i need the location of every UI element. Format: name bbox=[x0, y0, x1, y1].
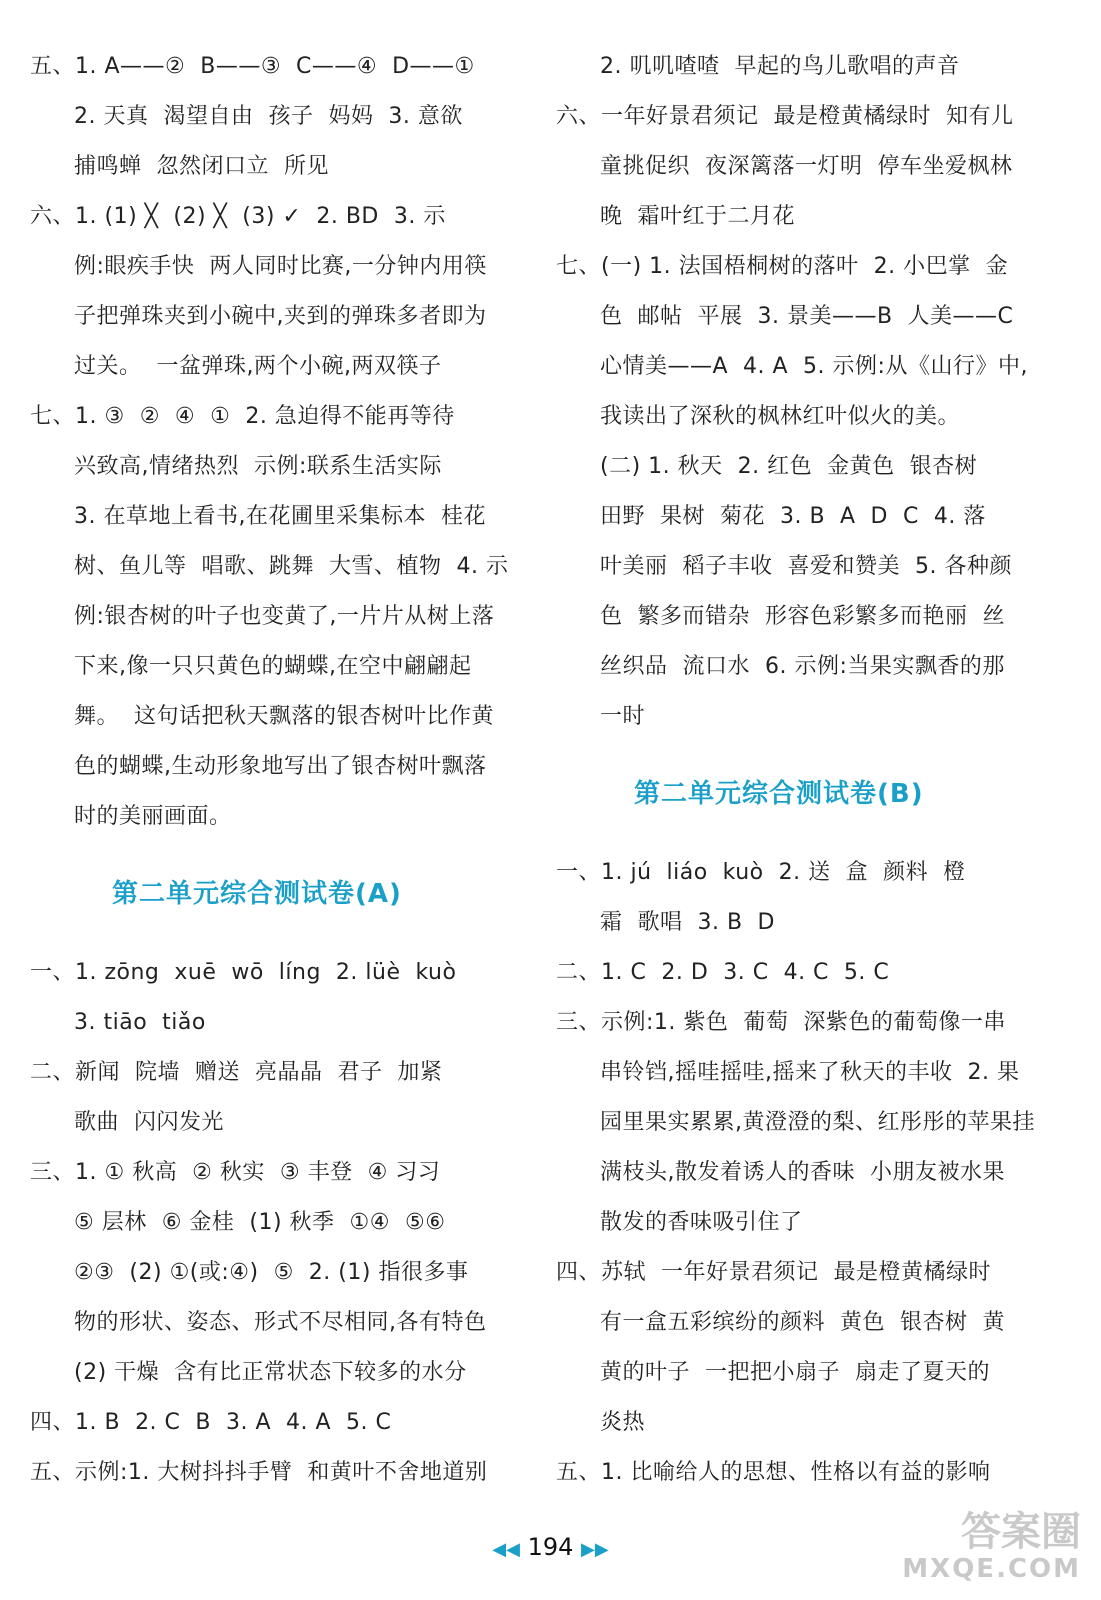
section-heading-b: 第二单元综合测试卷(B) bbox=[634, 779, 924, 809]
answer-line: 捕鸣蝉 忽然闭口立 所见 bbox=[74, 154, 329, 179]
answer-line: 霜 歌唱 3. B D bbox=[600, 910, 775, 935]
answer-line: 叶美丽 稻子丰收 喜爱和赞美 5. 各种颜 bbox=[600, 554, 1012, 579]
watermark-title: 答案圈 bbox=[961, 1509, 1081, 1555]
answer-line: 色 邮帖 平展 3. 景美——B 人美——C bbox=[600, 304, 1014, 329]
right-column bbox=[556, 42, 1076, 1498]
answer-line: 童挑促织 夜深篱落一灯明 停车坐爱枫林 bbox=[600, 154, 1013, 179]
watermark-url: MXQE.COM bbox=[902, 1554, 1081, 1584]
answer-line: 三、1. ① 秋高 ② 秋实 ③ 丰登 ④ 习习 bbox=[30, 1160, 441, 1185]
answer-line: 色 繁多而错杂 形容色彩繁多而艳丽 丝 bbox=[600, 604, 1005, 629]
answer-line: 六、1. (1) ╳ (2) ╳ (3) ✓ 2. BD 3. 示 bbox=[30, 204, 446, 229]
answer-line: 2. 叽叽喳喳 早起的鸟儿歌唱的声音 bbox=[600, 54, 960, 79]
answer-line: 散发的香味吸引住了 bbox=[600, 1210, 803, 1235]
right-answers-top bbox=[556, 42, 1076, 742]
left-answers-bottom bbox=[30, 948, 550, 1498]
answer-line: 树、鱼儿等 唱歌、跳舞 大雪、植物 4. 示 bbox=[74, 554, 509, 579]
answer-line: 一时 bbox=[600, 704, 646, 729]
answer-line: 七、(一) 1. 法国梧桐树的落叶 2. 小巴掌 金 bbox=[556, 254, 1009, 279]
answer-line: 三、示例:1. 紫色 葡萄 深紫色的葡萄像一串 bbox=[556, 1010, 1006, 1035]
answer-line: 晚 霜叶红于二月花 bbox=[600, 204, 795, 229]
answer-line: 一、1. zōng xuē wō líng 2. lüè kuò bbox=[30, 960, 457, 985]
answer-line: 五、1. A——② B——③ C——④ D——① bbox=[30, 54, 475, 79]
prev-page-icon[interactable]: ◀◀ bbox=[492, 1539, 520, 1560]
answer-line: 满枝头,散发着诱人的香味 小朋友被水果 bbox=[600, 1160, 1005, 1185]
answer-line: 例:眼疾手快 两人同时比赛,一分钟内用筷 bbox=[74, 254, 487, 279]
answer-line: 兴致高,情绪热烈 示例:联系生活实际 bbox=[74, 454, 442, 479]
left-answers-top bbox=[30, 42, 550, 842]
answer-line: 串铃铛,摇哇摇哇,摇来了秋天的丰收 2. 果 bbox=[600, 1060, 1020, 1085]
answer-line: (二) 1. 秋天 2. 红色 金黄色 银杏树 bbox=[600, 454, 978, 479]
answer-line: 四、1. B 2. C B 3. A 4. A 5. C bbox=[30, 1410, 392, 1435]
watermark-logo bbox=[881, 1510, 1081, 1594]
answer-line: 四、苏轼 一年好景君须记 最是橙黄橘绿时 bbox=[556, 1260, 991, 1285]
answer-line: 炎热 bbox=[600, 1410, 646, 1435]
answer-line: ②③ (2) ①(或:④) ⑤ 2. (1) 指很多事 bbox=[74, 1260, 469, 1285]
answer-line: 二、新闻 院墙 赠送 亮晶晶 君子 加紧 bbox=[30, 1060, 443, 1085]
page-number: 194 bbox=[527, 1533, 574, 1561]
answer-line: 过关。 一盆弹珠,两个小碗,两双筷子 bbox=[74, 354, 442, 379]
answer-line: 有一盒五彩缤纷的颜料 黄色 银杏树 黄 bbox=[600, 1310, 1005, 1335]
answer-line: (2) 干燥 含有比正常状态下较多的水分 bbox=[74, 1360, 467, 1385]
left-column bbox=[30, 42, 550, 1498]
answer-line: 黄的叶子 一把把小扇子 扇走了夏天的 bbox=[600, 1360, 990, 1385]
answer-line: 六、一年好景君须记 最是橙黄橘绿时 知有儿 bbox=[556, 104, 1014, 129]
answer-line: 心情美——A 4. A 5. 示例:从《山行》中, bbox=[600, 354, 1028, 379]
answer-line: 例:银杏树的叶子也变黄了,一片片从树上落 bbox=[74, 604, 495, 629]
answer-line: 我读出了深秋的枫林红叶似火的美。 bbox=[600, 404, 961, 429]
section-heading-a: 第二单元综合测试卷(A) bbox=[112, 879, 402, 909]
next-page-icon[interactable]: ▶▶ bbox=[581, 1539, 609, 1560]
answer-line: 二、1. C 2. D 3. C 4. C 5. C bbox=[556, 960, 890, 985]
answer-line: 子把弹珠夹到小碗中,夹到的弹珠多者即为 bbox=[74, 304, 487, 329]
answer-line: 时的美丽画面。 bbox=[74, 804, 232, 829]
answer-line: 色的蝴蝶,生动形象地写出了银杏树叶飘落 bbox=[74, 754, 487, 779]
answer-line: 一、1. jú liáo kuò 2. 送 盒 颜料 橙 bbox=[556, 860, 966, 885]
answer-line: 舞。 这句话把秋天飘落的银杏树叶比作黄 bbox=[74, 704, 494, 729]
answer-line: 五、1. 比喻给人的思想、性格以有益的影响 bbox=[556, 1460, 991, 1485]
answer-line: 3. tiāo tiǎo bbox=[74, 1010, 206, 1035]
answer-line: 3. 在草地上看书,在花圃里采集标本 桂花 bbox=[74, 504, 486, 529]
answer-line: 丝织品 流口水 6. 示例:当果实飘香的那 bbox=[600, 654, 1005, 679]
right-answers-bottom bbox=[556, 848, 1076, 1498]
answer-line: 物的形状、姿态、形式不尽相同,各有特色 bbox=[74, 1310, 487, 1335]
answer-line: 歌曲 闪闪发光 bbox=[74, 1110, 224, 1135]
answer-line: 园里果实累累,黄澄澄的梨、红彤彤的苹果挂 bbox=[600, 1110, 1035, 1135]
answer-line: 2. 天真 渴望自由 孩子 妈妈 3. 意欲 bbox=[74, 104, 463, 129]
answer-line: 田野 果树 菊花 3. B A D C 4. 落 bbox=[600, 504, 986, 529]
answer-line: ⑤ 层林 ⑥ 金桂 (1) 秋季 ①④ ⑤⑥ bbox=[74, 1210, 446, 1235]
answer-line: 五、示例:1. 大树抖抖手臂 和黄叶不舍地道别 bbox=[30, 1460, 488, 1485]
answer-line: 下来,像一只只黄色的蝴蝶,在空中翩翩起 bbox=[74, 654, 472, 679]
answer-line: 七、1. ③ ② ④ ① 2. 急迫得不能再等待 bbox=[30, 404, 455, 429]
